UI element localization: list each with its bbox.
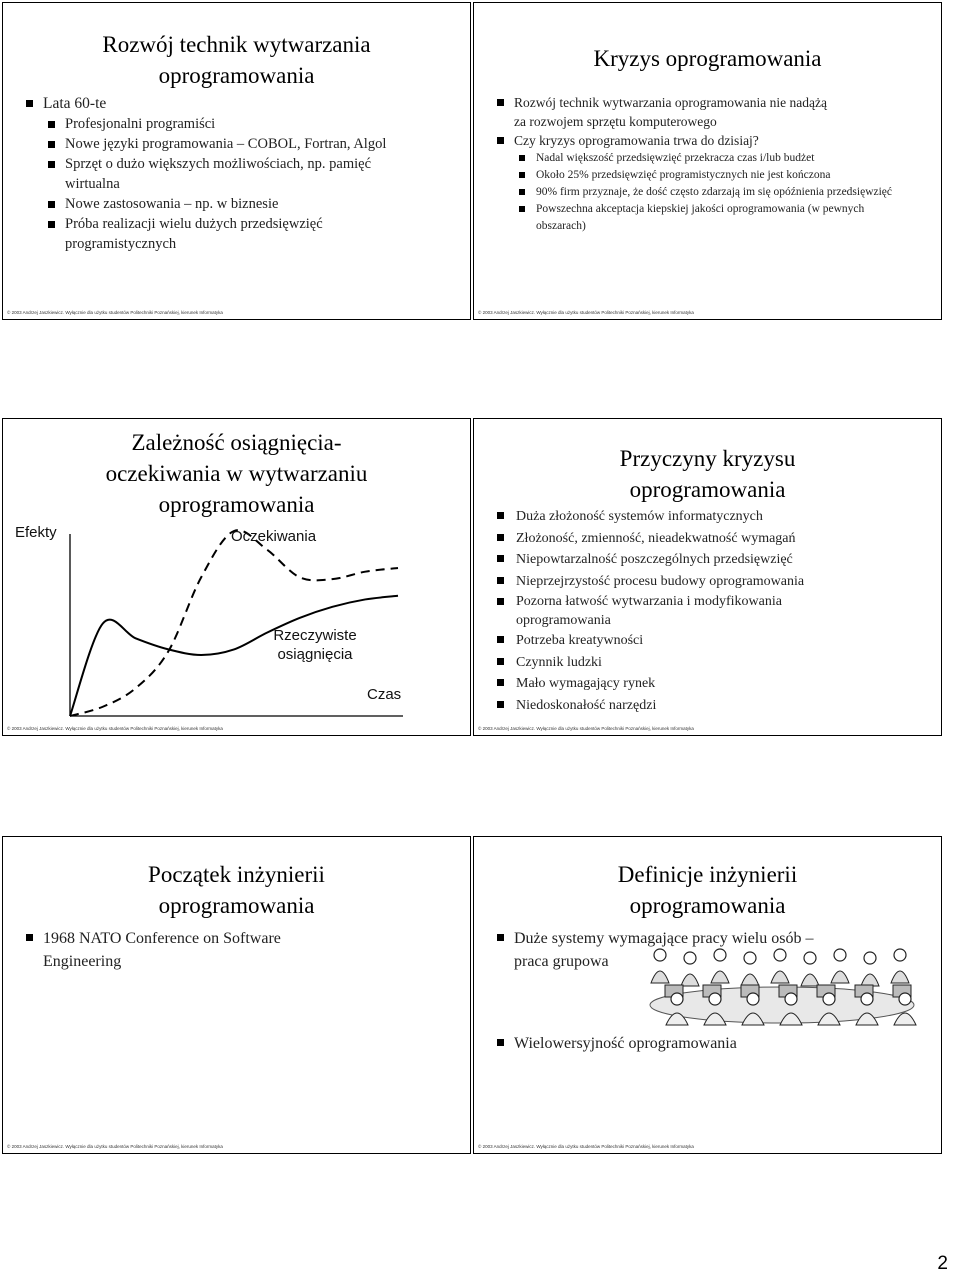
slide-title <box>3 859 470 921</box>
person-head <box>714 949 726 961</box>
person-body <box>894 1013 916 1025</box>
bullet-list <box>23 93 453 254</box>
person-head <box>804 952 816 964</box>
slide-footer: © 2003 Andrzej Jaszkiewicz. Wyłącznie dla użytku studentów Politechniki Poznańskiej, kierunek Informatyka <box>478 726 694 731</box>
person-head <box>899 993 911 1005</box>
person-head <box>654 949 666 961</box>
slide-title: Kryzys oprogramowania <box>593 46 822 71</box>
person-head <box>774 949 786 961</box>
person-head <box>747 993 759 1005</box>
person-body <box>801 974 819 986</box>
person-head <box>823 993 835 1005</box>
page-number: 2 <box>937 1253 948 1274</box>
person-body <box>711 971 729 983</box>
bullet-item: Duże systemy wymagające pracy wielu osób – praca grupowa <box>494 927 849 973</box>
person-head <box>684 952 696 964</box>
bullet-item: Czynnik ludzki <box>494 652 914 674</box>
bullet-item: Mało wymagający rynek <box>494 673 914 695</box>
bullet-item: Nowe języki programowania – COBOL, Fortran, Algol <box>45 134 405 154</box>
slide-title <box>474 443 941 505</box>
person-body <box>681 974 699 986</box>
bullet-item: Duża złożoność systemów informatycznych <box>494 506 914 528</box>
title-line: oprogramowania <box>629 477 786 502</box>
title-line: oczekiwania w wytwarzaniu <box>105 461 368 486</box>
bullet-list <box>494 506 914 716</box>
bullet-item: 1968 NATO Conference on Software Engineering <box>23 927 333 973</box>
bullet-item: Lata 60-te <box>23 93 453 114</box>
person-head <box>861 993 873 1005</box>
slide-footer: © 2003 Andrzej Jaszkiewicz. Wyłącznie dla użytku studentów Politechniki Poznańskiej, kierunek Informatyka <box>7 310 223 315</box>
title-line: oprogramowania <box>629 893 786 918</box>
slide-title <box>474 859 941 921</box>
title-line: Rozwój technik wytwarzania <box>102 32 371 57</box>
series-label-rzeczywiste: Rzeczywiste osiągnięcia <box>273 627 357 663</box>
person-body <box>651 971 669 983</box>
person-body <box>741 974 759 986</box>
slide-footer: © 2003 Andrzej Jaszkiewicz. Wyłącznie dla użytku studentów Politechniki Poznańskiej, kierunek Informatyka <box>7 1144 223 1149</box>
y-axis-label: Efekty <box>15 524 57 541</box>
slide-footer: © 2003 Andrzej Jaszkiewicz. Wyłącznie dla użytku studentów Politechniki Poznańskiej, kierunek Informatyka <box>478 1144 694 1149</box>
slide-zaleznosc-chart <box>2 418 471 736</box>
person-head <box>785 993 797 1005</box>
slide-title <box>3 29 470 91</box>
title-line: oprogramowania <box>158 63 315 88</box>
title-line: oprogramowania <box>158 492 315 517</box>
bullet-item: Czy kryzys oprogramowania trwa do dzisiaj? <box>494 131 924 150</box>
bullet-list <box>494 93 924 235</box>
title-line: Początek inżynierii <box>148 862 325 887</box>
person-head <box>671 993 683 1005</box>
person-body <box>861 974 879 986</box>
person-body <box>771 971 789 983</box>
bullet-item: Rozwój technik wytwarzania oprogramowania nie nadążą za rozwojem sprzętu komputerowego <box>494 93 834 131</box>
slide-footer: © 2003 Andrzej Jaszkiewicz. Wyłącznie dla użytku studentów Politechniki Poznańskiej, kierunek Informatyka <box>478 310 694 315</box>
bullet-item: Powszechna akceptacja kiepskiej jakości oprogramowania (w pewnych obszarach) <box>516 201 881 235</box>
person-body <box>831 971 849 983</box>
slide-poczatek-inzynierii <box>2 836 471 1154</box>
bullet-item: Nowe zastosowania – np. w biznesie <box>45 194 453 214</box>
slide-footer: © 2003 Andrzej Jaszkiewicz. Wyłącznie dla użytku studentów Politechniki Poznańskiej, kierunek Informatyka <box>7 726 223 731</box>
x-axis-label: Czas <box>367 686 402 703</box>
person-head <box>894 949 906 961</box>
title-line: Przyczyny kryzysu <box>619 446 796 471</box>
person-head <box>864 952 876 964</box>
bullet-item: Pozorna łatwość wytwarzania i modyfikowania oprogramowania <box>494 592 836 630</box>
bullet-item: Sprzęt o dużo większych możliwościach, np. pamięć wirtualna <box>45 154 410 194</box>
bullet-item: Próba realizacji wielu dużych przedsięwzięć programistycznych <box>45 214 365 254</box>
bullet-item: Około 25% przedsięwzięć programistycznych nie jest kończona <box>516 167 836 184</box>
bullet-list <box>494 1032 914 1055</box>
bullet-item: Nieprzejrzystość procesu budowy oprogramowania <box>494 571 914 593</box>
bullet-item: Wielowersyjność oprogramowania <box>494 1032 914 1055</box>
slide-rozwoj-technik <box>2 2 471 320</box>
slide-przyczyny-kryzysu <box>473 418 942 736</box>
series-line-oczekiwania <box>70 530 398 716</box>
bullet-item: Potrzeba kreatywności <box>494 630 914 652</box>
group-of-people-at-computers-illustration <box>640 941 925 1027</box>
person-body <box>891 971 909 983</box>
title-line: oprogramowania <box>158 893 315 918</box>
title-line: Zależność osiągnięcia- <box>131 430 342 455</box>
slide-kryzys-oprogramowania <box>473 2 942 320</box>
title-line: Definicje inżynierii <box>617 862 798 887</box>
bullet-item: Nadal większość przedsięwzięć przekracza czas i/lub budżet <box>516 150 924 167</box>
bullet-list <box>23 927 333 973</box>
bullet-item: Niedoskonałość narzędzi <box>494 695 914 717</box>
slide-definicje-inzynierii <box>473 836 942 1154</box>
bullet-item: 90% firm przyznaje, że dość często zdarzają im się opóźnienia przedsięwzięć <box>516 184 896 201</box>
person-head <box>834 949 846 961</box>
bullet-item: Złożoność, zmienność, nieadekwatność wymagań <box>494 528 914 550</box>
person-head <box>744 952 756 964</box>
bullet-item: Niepowtarzalność poszczególnych przedsięwzięć <box>494 549 914 571</box>
person-head <box>709 993 721 1005</box>
series-label-oczekiwania: Oczekiwania <box>231 528 317 545</box>
bullet-item: Profesjonalni programiści <box>45 114 453 134</box>
